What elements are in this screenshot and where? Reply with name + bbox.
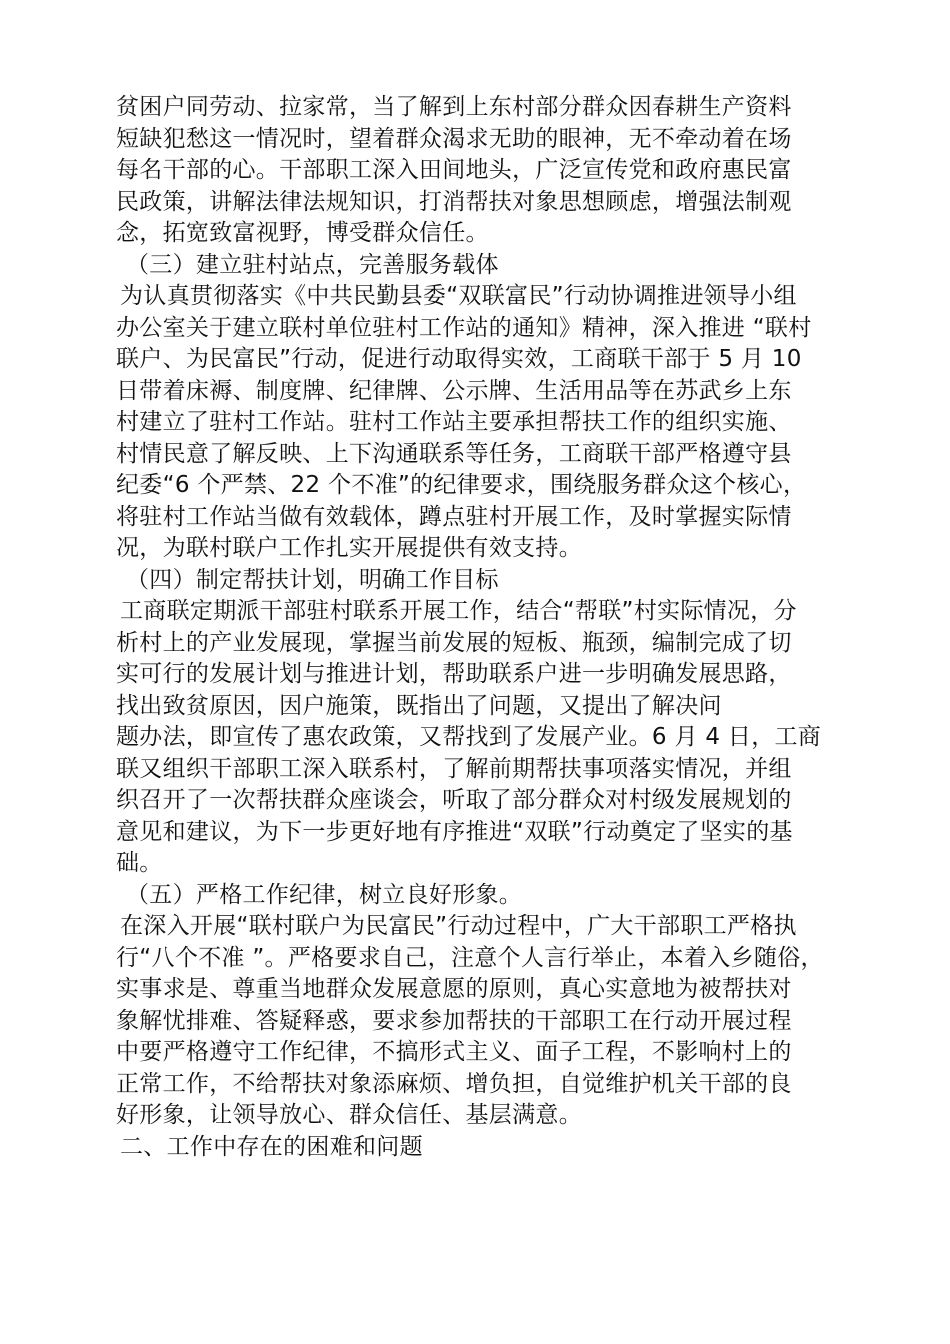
text-line: 贫困户同劳动、拉家常，当了解到上东村部分群众因春耕生产资料 [116,94,792,120]
text-line: 念，拓宽致富视野，博受群众信任。 [116,220,489,246]
text-line: 织召开了一次帮扶群众座谈会，听取了部分群众对村级发展规划的 [116,787,792,813]
subsection-heading: （三）建立驻村站点，完善服务载体 [126,251,499,278]
text-line: 好形象，让领导放心、群众信任、基层满意。 [116,1102,582,1128]
text-line: 村建立了驻村工作站。驻村工作站主要承担帮扶工作的组织实施、 [116,409,792,435]
text-line: 工商联定期派干部驻村联系开展工作，结合“帮联”村实际情况，分 [120,598,797,624]
text-line: 为认真贯彻落实《中共民勤县委“双联富民”行动协调推进领导小组 [120,283,797,309]
text-line: 况，为联村联户工作扎实开展提供有效支持。 [116,535,582,561]
document-body [116,92,846,1163]
subsection-heading: （五）严格工作纪律，树立良好形象。 [126,881,523,908]
text-line: 在深入开展“联村联户为民富民”行动过程中，广大干部职工严格执 [120,913,797,939]
text-line: 题办法，即宣传了惠农政策，又帮找到了发展产业。6 月 4 日，工商 [116,724,822,750]
subsection-heading: （四）制定帮扶计划，明确工作目标 [126,566,499,593]
text-line: 每名干部的心。干部职工深入田间地头，广泛宣传党和政府惠民富 [116,157,792,183]
text-line: 意见和建议，为下一步更好地有序推进“双联”行动奠定了坚实的基 [116,818,793,845]
text-line: 中要严格遵守工作纪律，不搞形式主义、面子工程，不影响村上的 [116,1039,792,1065]
text-line: 联户、为民富民”行动，促进行动取得实效，工商联干部于 5 月 10 [116,346,802,372]
text-line: 短缺犯愁这一情况时，望着群众渴求无助的眼神，无不牵动着在场 [116,125,792,152]
text-line: 将驻村工作站当做有效载体，蹲点驻村开展工作，及时掌握实际情 [116,503,792,530]
text-line: 联又组织干部职工深入联系村，了解前期帮扶事项落实情况，并组 [116,755,792,782]
text-line: 础。 [116,850,163,876]
section-heading: 二、工作中存在的困难和问题 [120,1133,423,1160]
text-line: 纪委“6 个严禁、22 个不准”的纪律要求，围绕服务群众这个核心， [116,472,807,498]
text-line: 析村上的产业发展现，掌握当前发展的短板、瓶颈，编制完成了切 [116,629,792,656]
text-line: 村情民意了解反映、上下沟通联系等任务，工商联干部严格遵守县 [116,440,792,467]
text-line: 实可行的发展计划与推进计划，帮助联系户进一步明确发展思路， [116,661,792,687]
text-line: 日带着床褥、制度牌、纪律牌、公示牌、生活用品等在苏武乡上东 [116,377,792,404]
text-line: 正常工作，不给帮扶对象添麻烦、增负担，自觉维护机关干部的良 [116,1070,792,1097]
text-line: 找出致贫原因，因户施策，既指出了问题，又提出了解决问 [116,692,722,719]
text-line: 象解忧排难、答疑释惑，要求参加帮扶的干部职工在行动开展过程 [116,1007,792,1034]
text-line: 民政策，讲解法律法规知识，打消帮扶对象思想顾虑，增强法制观 [116,188,792,215]
text-line: 行“八个不准 ”。严格要求自己，注意个人言行举止，本着入乡随俗， [116,944,824,971]
text-line: 办公室关于建立联村单位驻村工作站的通知》精神，深入推进 “联村 [116,314,812,341]
text-line: 实事求是、尊重当地群众发展意愿的原则，真心实意地为被帮扶对 [116,976,792,1002]
